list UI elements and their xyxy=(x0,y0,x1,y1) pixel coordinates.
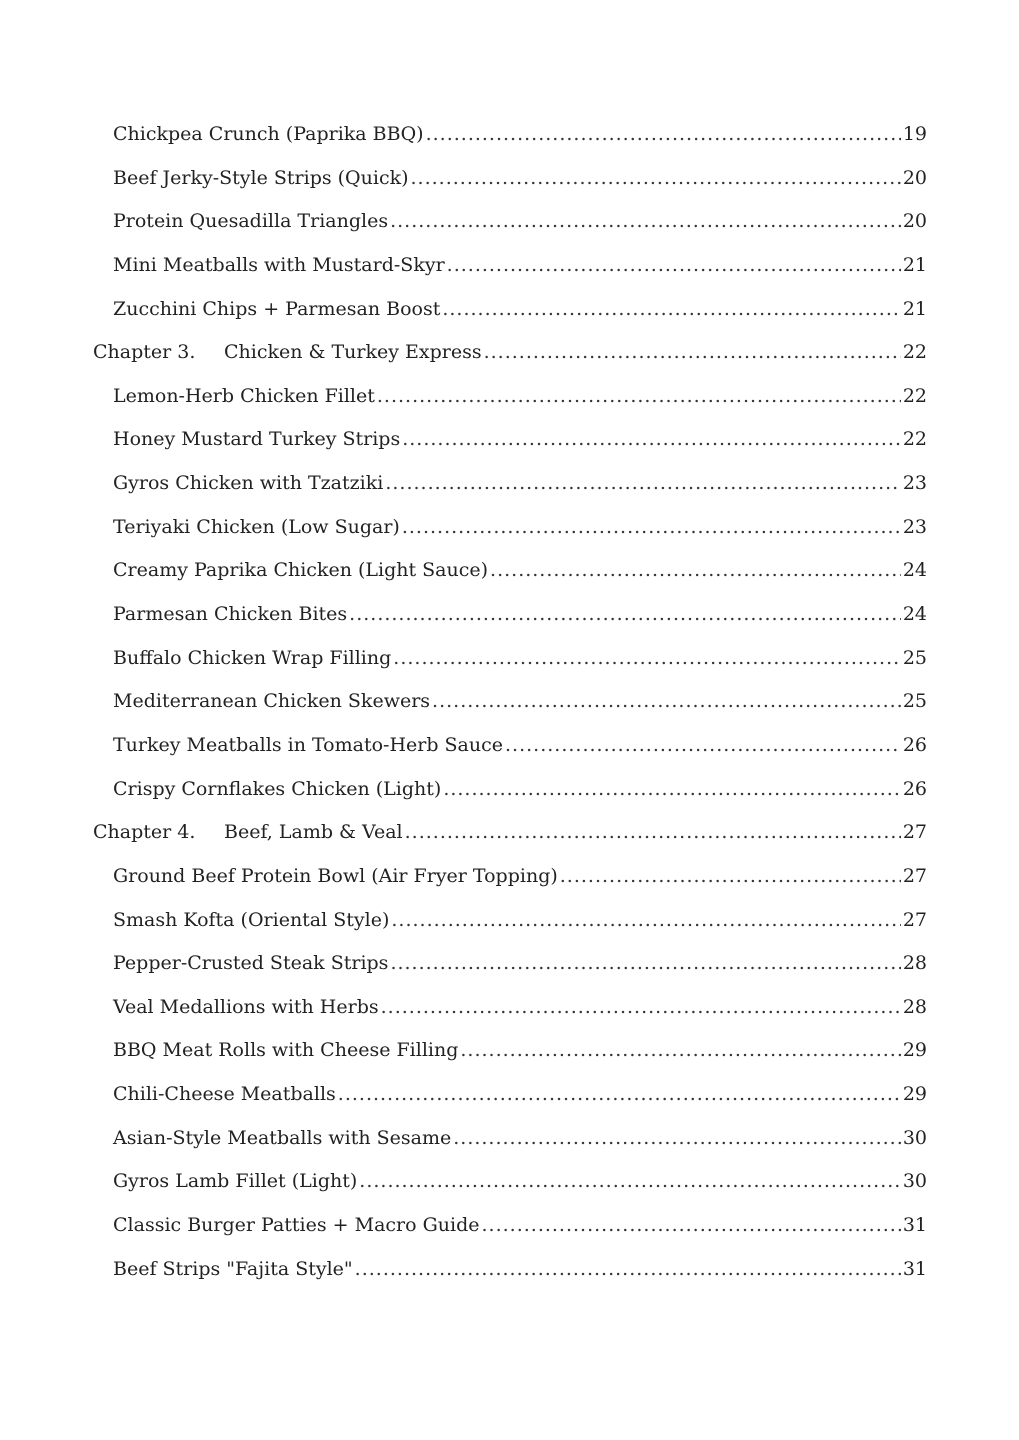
toc-entry[interactable] xyxy=(93,157,927,201)
toc-entry-title: Turkey Meatballs in Tomato-Herb Sauce xyxy=(113,733,504,756)
dot-leader xyxy=(442,288,900,332)
dot-leader xyxy=(484,331,901,375)
toc-chapter-entry[interactable] xyxy=(93,811,927,855)
toc-page-number: 21 xyxy=(902,253,927,276)
toc-entry-title: Mini Meatballs with Mustard-Skyr xyxy=(113,253,445,276)
toc-entry[interactable] xyxy=(93,768,927,812)
dot-leader xyxy=(359,1160,901,1204)
toc-entry-title: Zucchini Chips + Parmesan Boost xyxy=(113,297,441,320)
toc-page-number: 31 xyxy=(902,1257,927,1280)
toc-entry[interactable] xyxy=(93,724,927,768)
toc-entry[interactable] xyxy=(93,899,927,943)
toc-page-number: 23 xyxy=(902,472,927,495)
toc-page-number: 20 xyxy=(902,210,927,233)
dot-leader xyxy=(443,768,901,812)
toc-entry-title: Beef, Lamb & Veal xyxy=(224,821,403,844)
toc-page-number: 30 xyxy=(902,1170,927,1193)
toc-page-number: 27 xyxy=(902,821,927,844)
toc-page-number: 31 xyxy=(902,1214,927,1237)
chapter-number: Chapter 4. xyxy=(93,821,196,844)
dot-leader xyxy=(405,811,901,855)
toc-page-number: 28 xyxy=(902,952,927,975)
toc-page-number: 29 xyxy=(902,1083,927,1106)
toc-entry[interactable] xyxy=(93,288,927,332)
toc-entry-title: Classic Burger Patties + Macro Guide xyxy=(113,1214,480,1237)
toc-entry-title: Asian-Style Meatballs with Sesame xyxy=(113,1126,452,1149)
toc-entry-title: BBQ Meat Rolls with Cheese Filling xyxy=(113,1039,459,1062)
toc-page-number: 22 xyxy=(902,384,927,407)
toc-entry[interactable] xyxy=(93,942,927,986)
toc-entry-title: Smash Kofta (Oriental Style) xyxy=(113,908,390,931)
dot-leader xyxy=(411,157,901,201)
toc-entry-title: Beef Strips "Fajita Style" xyxy=(113,1257,353,1280)
toc-entry-title: Parmesan Chicken Bites xyxy=(113,603,348,626)
toc-entry-title: Teriyaki Chicken (Low Sugar) xyxy=(113,515,400,538)
toc-entry-title: Beef Jerky-Style Strips (Quick) xyxy=(113,166,409,189)
dot-leader xyxy=(560,855,901,899)
toc-page-number: 29 xyxy=(902,1039,927,1062)
dot-leader xyxy=(402,418,901,462)
toc-entry[interactable] xyxy=(93,680,927,724)
toc-entry[interactable] xyxy=(93,1117,927,1161)
toc-entry[interactable] xyxy=(93,855,927,899)
toc-page-number: 25 xyxy=(902,646,927,669)
toc-entry-title: Gyros Chicken with Tzatziki xyxy=(113,472,384,495)
dot-leader xyxy=(402,506,901,550)
dot-leader xyxy=(349,593,901,637)
dot-leader xyxy=(505,724,901,768)
toc-entry[interactable] xyxy=(93,1204,927,1248)
dot-leader xyxy=(390,200,901,244)
toc-entry[interactable] xyxy=(93,506,927,550)
table-of-contents xyxy=(93,113,927,1291)
toc-entry-title: Crispy Cornflakes Chicken (Light) xyxy=(113,777,442,800)
toc-page-number: 28 xyxy=(902,995,927,1018)
toc-entry-title: Mediterranean Chicken Skewers xyxy=(113,690,431,713)
dot-leader xyxy=(482,1204,901,1248)
toc-entry[interactable] xyxy=(93,637,927,681)
toc-page-number: 22 xyxy=(902,428,927,451)
dot-leader xyxy=(391,899,900,943)
toc-entry[interactable] xyxy=(93,986,927,1030)
dot-leader xyxy=(381,986,901,1030)
dot-leader xyxy=(490,549,901,593)
toc-entry-title: Chili-Cheese Meatballs xyxy=(113,1083,336,1106)
toc-entry-title: Chickpea Crunch (Paprika BBQ) xyxy=(113,123,424,145)
toc-entry[interactable] xyxy=(93,244,927,288)
dot-leader xyxy=(453,1117,901,1161)
toc-entry[interactable] xyxy=(93,1160,927,1204)
toc-page-number: 20 xyxy=(902,166,927,189)
dot-leader xyxy=(432,680,901,724)
dot-leader xyxy=(338,1073,901,1117)
dot-leader xyxy=(426,113,901,157)
toc-entry-title: Protein Quesadilla Triangles xyxy=(113,210,389,233)
toc-page-number: 26 xyxy=(902,777,927,800)
toc-entry[interactable] xyxy=(93,200,927,244)
toc-entry[interactable] xyxy=(93,1029,927,1073)
toc-entry-title: Lemon-Herb Chicken Fillet xyxy=(113,384,375,407)
toc-entry-title: Ground Beef Protein Bowl (Air Fryer Topping) xyxy=(113,864,558,887)
toc-page-number: 24 xyxy=(902,559,927,582)
toc-page-number: 19 xyxy=(902,123,927,145)
toc-entry-title: Honey Mustard Turkey Strips xyxy=(113,428,401,451)
toc-page-number: 23 xyxy=(902,515,927,538)
toc-entry-title: Buffalo Chicken Wrap Filling xyxy=(113,646,392,669)
toc-page-number: 26 xyxy=(902,733,927,756)
toc-entry-title: Gyros Lamb Fillet (Light) xyxy=(113,1170,358,1193)
toc-entry[interactable] xyxy=(93,549,927,593)
dot-leader xyxy=(377,375,901,419)
dot-leader xyxy=(393,637,901,681)
toc-entry[interactable] xyxy=(93,418,927,462)
toc-entry[interactable] xyxy=(93,462,927,506)
toc-page-number: 27 xyxy=(902,908,927,931)
toc-entry[interactable] xyxy=(93,375,927,419)
toc-page-number: 21 xyxy=(902,297,927,320)
toc-page-number: 24 xyxy=(902,603,927,626)
toc-entry-title: Pepper-Crusted Steak Strips xyxy=(113,952,389,975)
dot-leader xyxy=(385,462,900,506)
toc-entry-title: Creamy Paprika Chicken (Light Sauce) xyxy=(113,559,489,582)
toc-page-number: 25 xyxy=(902,690,927,713)
dot-leader xyxy=(447,244,901,288)
toc-entry-title: Chicken & Turkey Express xyxy=(224,341,482,364)
toc-entry[interactable] xyxy=(93,1073,927,1117)
toc-page-number: 30 xyxy=(902,1126,927,1149)
toc-entry-title: Veal Medallions with Herbs xyxy=(113,995,379,1018)
chapter-number: Chapter 3. xyxy=(93,341,196,364)
toc-page-number: 27 xyxy=(902,864,927,887)
dot-leader xyxy=(460,1029,900,1073)
toc-entry[interactable] xyxy=(93,113,927,157)
toc-entry[interactable] xyxy=(93,593,927,637)
toc-page-number: 22 xyxy=(902,341,927,364)
toc-entry[interactable] xyxy=(93,1248,927,1292)
dot-leader xyxy=(390,942,900,986)
dot-leader xyxy=(355,1248,901,1292)
toc-chapter-entry[interactable] xyxy=(93,331,927,375)
